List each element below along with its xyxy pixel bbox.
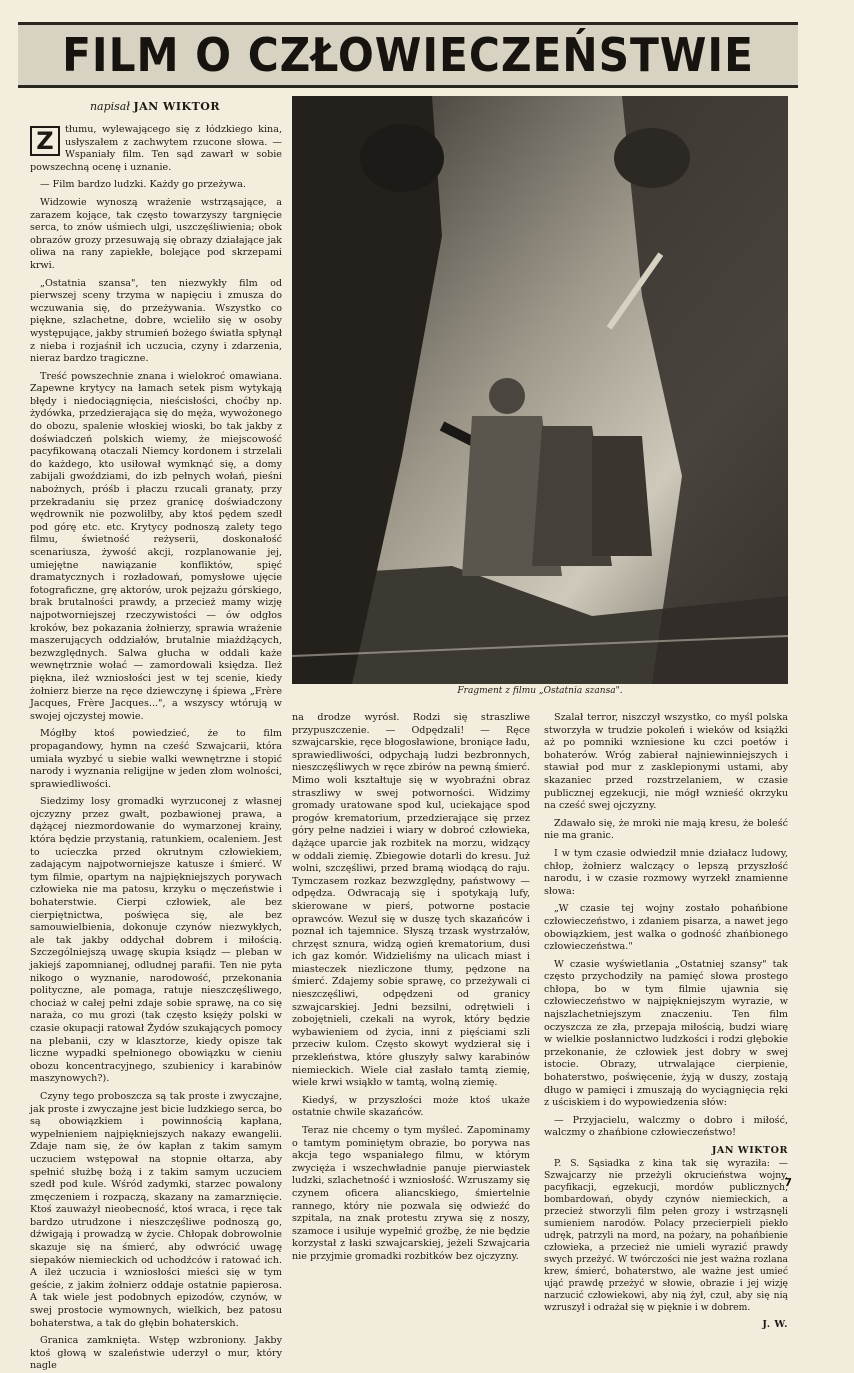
paragraph — [30, 124, 282, 174]
byline-prefix: napisał — [89, 100, 130, 113]
postscript: P. S. Sąsiadka z kina tak się wyraziła: — Szwajcarzy nie przeżyli okrucieństwa wojny, pacyfikacji, egzekucji, mordów publicznych, bombardowań, obydy czynów niemieckich, a przecież stworzyli film pełen grozy i wstrząsnęli sumieniem narodów. Polacy przecierpieli piekło udręk, patrzyli na mord, na pożary, na pohańbienie człowieka, a przecież nie umieli wyrazić prawdy swych przeżyć. W twórczości nie jest ważna rozlana krew, śmierć, bohaterstwo, ale ważne jest umieć ująć prawdę przeżyć w słowie, obrazie i jej wizję narzucić człowiekowi, aby nią żył, czuł, aby się nią wzruszył i odrażał się w pięknie i w dobrem. — [544, 1157, 788, 1313]
byline-author: JAN WIKTOR — [133, 100, 221, 113]
text-column-1 — [30, 124, 282, 1372]
initials-signature: J. W. — [762, 1318, 788, 1330]
paragraph: I w tym czasie odwiedził mnie działacz ludowy, chłop, żołnierz walczący o lepszą przyszłość narodu, i w czasie rozmowy wyrzekł znamienne słowa: — [544, 847, 788, 897]
paragraph: W czasie wyświetlania „Ostatniej szansy" tak często przychodziły na pamięć słowa prostego chłopa, bo w tym filmie ujawnia się człowieczeństwo w najpiękniejszym wyrazie, w najszlachetniejszym znaczeniu. Ten film oczyszcza ze zła, przepaja miłością, budzi wiarę w wielkie posłannictwo ludzkości i rodzi głębokie przekonanie, że człowiek jest dobry w swej istocie. Obrazy, utrwalające cierpienie, bohaterstwo, poświęcenie, żyją w duszy, zostają długo w pamięci i zmuszają do wyciągnięcia ręki z uściskiem i do wypowiedzenia słów: — [544, 958, 788, 1109]
paragraph: — Film bardzo ludzki. Każdy go przeżywa. — [40, 179, 246, 191]
paragraph: Teraz nie chcemy o tym myśleć. Zapominamy o tamtym pominiętym obrazie, bo porywa nas akcja tego wspaniałego filmu, w którym zwycięża i wszechwładnie panuje pierwiastek ludzki, szlachetność i wzniosłość. Wzruszamy się czynem oficera aliancskiego, śmiertelnie rannego, który nie pozwala się odwieźć do szpitala, na znak protestu zrywa się z noszy, szamoce i usiłuje wypełnić groźbę, że nie będzie korzystał z łaski szwajcarskiej, jeżeli Szwajcaria nie przyjmie gromadki rozbitków bez ojczyzny. — [292, 1125, 530, 1262]
paragraph: Zdawało się, że mroki nie mają kresu, że boleść nie ma granic. — [544, 817, 788, 842]
film-still-photo — [292, 96, 788, 684]
paragraph: Siedzimy losy gromadki wyrzuconej z własnej ojczyzny przez gwałt, pozbawionej prawa, a dążącej niezmordowanie do wymarzonej krainy, która będzie przystanią, ratunkiem, ocaleniem. Jest to ucieczka przed okrutnym człowiekiem, zadającym najpotworniejsze katusze i śmierć. W tym filmie, opartym na najpiękniejszych porywach człowieka nie ma patosu, krzyku o męczeństwie i bohaterstwie. Cierpi człowiek, ale bez cierpiętnictwa, poświęca się, ale bez samouwielbienia, dokonuje czynów niezwykłych, ale tak jakby oddychał dobrem i miłością. Szczególniejszą uwagę skupia ksiądz — pleban w jakiejś zapomnianej, odludnej parafii. Ten nie pyta nikogo o wyznanie, narodowość, przekonania polityczne, ale pomaga, ratuje nieszczęśliwego, chociaż w całej pełni zdaje sobie sprawę, na co się naraża, co mu grozi (tak często księży polski w czasie okupacji ratował Żydów szukających pomocy na plebanii, czy w klasztorze, kiedy opisze tak liczne wypadki spełnionego obowiązku w cieniu obozu koncentracyjnego, szubienicy i karabinów maszynowych?). — [30, 796, 282, 1085]
author-signature: JAN WIKTOR — [711, 1145, 788, 1156]
paragraph-text: tłumu, wylewającego się z łódzkiego kina, usłyszałem z zachwytem rzucone słowa. — Wspaniały film. Ten sąd zawarł w sobie powszechną ocenę i uznanie. — [30, 124, 282, 173]
paragraph: Szalał terror, niszczył wszystko, co myśl polska stworzyła w trudzie pokoleń i wieków od książki aż po pomniki wzniesione ku czci poetów i bohaterów. Wróg zabierał najniewinniejszych i stawiał pod mur z zasklepionymi ustami, aby skazaniec przed rozstrzelaniem, w czasie publicznej egzekucji, nie mógł wznieść okrzyku na cześć swej ojczyzny. — [544, 712, 788, 812]
text-column-3 — [544, 712, 788, 1330]
paragraph: „Ostatnia szansa", ten niezwykły film od pierwszej sceny trzyma w napięciu i zmusza do wczuwania się, do przeżywania. Wszystko co piękne, szlachetne, dobre, wcieliło się w osoby występujące, jakby strumień bożego światła spłynął z nieba i rozjaśnił ich uczucia, czyny i zdarzenia, nieraz bardzo tragiczne. — [30, 277, 282, 365]
text-column-2 — [292, 712, 530, 1262]
paragraph: Czyny tego proboszcza są tak proste i zwyczajne, jak proste i zwyczajne jest bicie ludzkiego serca, bo są obowiązkiem i powinnością kapłana, wypełnieniem najpiękniejszych nakazy ewangelii. Zdaje nam się, że ów kapłan z takim samym uczuciem wstępował na stopnie ołtarza, aby spełnić służbę bożą i z takim samym uczuciem szedł pod kule. Wśród zadymki, starzec powalony zmęczeniem i rozpaczą, skazany na zamarznięcie. Ktoś zauważył nieobecność, ktoś wraca, i ręce tak bardzo utrudzone i nieszczęśliwe podnoszą go, dźwigają i prowadzą w życie. Chłopak dobrowolnie skazuje się na śmierć, aby odwrócić uwagę siepaków niemieckich od uchodźców i ratować ich. A ileż uczucia i wzniosłości mieści się w tym geście, z jakim żołnierz oddaje ostatnie papierosa. A tak wiele jest podobnych epizodów, czynów, w swej prostocie wymownych, wielkich, bez patosu bohaterstwa, a tak do głębin bohaterskich. — [30, 1090, 282, 1329]
paragraph: — Przyjacielu, walczmy o dobro i miłość, walczmy o zhańbione człowieczeństwo! — [544, 1114, 788, 1139]
paragraph: Widzowie wynoszą wrażenie wstrząsające, a zarazem kojące, tak często towarzyszy targnięcie serca, to znów uśmiech ulgi, uszczęśliwienia; obok obrazów grozy przesuwają się obrazy działające jak oliwa na rany zapiekłe, bolejące pod skrzepami krwi. — [30, 196, 282, 271]
paragraph: na drodze wyrósł. Rodzi się straszliwe przypuszczenie. — Odpędzali! — Ręce szwajcarskie, ręce błogosławione, broniące ładu, sprawiedliwości, odpychają ludzi bezbronnych, nieszczęśliwych w ręce zbirów na pewną śmierć. Mimo woli kształtuje się w wyobraźni obraz straszliwy w swej potworności. Widzimy gromady uratowane spod kul, uciekające spod progów krematorium, przedzierające się przez góry pełne nadziei i wiary w dobroć człowieka, dążące uparcie jak rozbitek na morzu, widzący w oddali ziemię. Zbiegowie dotarli do kresu. Już wolni, szczęśliwi, przed bramą wiodącą do raju. Tymczasem rozkaz bezwzględny, państwowy — odpędza. Odwracają się i spotykają lufy, skierowane w pierś, potworne postacie oprawców. Wezuł się w duszę tych skazańców i poznał ich tajemnice. Słyszą trzask wystrzałów, chrzęst sznura, widzą ogień krematorium, dusi ich gaz komór. Widzieliśmy na ulicach miast i miasteczek niezliczone tłumy, pędzone na śmierć. Zdajemy sobie sprawę, co przeżywali ci nieszczęśliwi, odpędzeni od granicy szwajcarskiej. Jedni bezsilni, odrętwieli i zobojętnieli, czekali na wyrok, który będzie wybawieniem od życia, inni z pięściami szli przeciw kulom. Często skowyt wydzierał się i przekleństwa, które głuszyły salwy karabinów niemieckich. Wiele ciał zasłało tamtą ziemię, wiele krwi wsiąkło w tamtą, wolną ziemię. — [292, 712, 530, 1089]
paragraph: „W czasie tej wojny zostało pohańbione człowieczeństwo, i zdaniem pisarza, a nawet jego obowiązkiem, jest walka o godność zhańbionego człowieczeństwa." — [544, 903, 788, 953]
photo-caption: Fragment z filmu „Ostatnia szansa". — [457, 686, 623, 696]
page-title: FILM O CZŁOWIECZEŃSTWIE — [62, 28, 754, 82]
film-still-illustration — [292, 96, 788, 684]
paragraph: Treść powszechnie znana i wielokroć omawiana. Zapewne krytycy na łamach setek pism wytykają błędy i niedociągnięcia, nieścisłości, choćby np. żydówka, przedzierająca się do męża, wywożonego do obozu, spalenie włoskiej wioski, bo tak jakby z doświadczeń polskich wiemy, że miejscowość pacyfikowaną otaczali Niemcy kordonem i strzelali do każdego, kto usiłował wymknąć się, a domy zabijali gwoździami, do izb pełnych wołań, pieśni nabożnych, próśb i płaczu rzucali granaty, przy przekradaniu się przez granicę doświadczony wędrownik nie pozwoliłby, aby ktoś pędem szedł pod górę etc. etc. Krytycy podnoszą zalety tego filmu, świetność reżyserii, doskonałość scenariusza, żywość akcji, rozplanowanie jej, umiejętne nawiązanie konfliktów, spięć dramatycznych i rozładowań, pomysłowe ujęcie fotograficzne, grę aktorów, urok pejzażu górskiego, brak brutalności prawdy, a przecież mamy wizję najpotworniejszej rzeczywistości — ów odgłos kroków, bez pokazania żołnierzy, sprawia wrażenie maszerujących oddziałów, brutalnie miażdżących, bezwzględnych. Salwa głucha w oddali każe wewnętrznie wołać — zamordowali księdza. Ileż piękna, ileż wzniosłości jest w tej scenie, kiedy żołnierz bierze na ręce dziewczynę i śpiewa „Frère Jacques, Frère Jacques...", a wszyscy wtórują w swojej ojczystej mowie. — [30, 370, 282, 722]
title-banner — [18, 22, 798, 88]
paragraph: Granica zamknięta. Wstęp wzbroniony. Jakby ktoś głową w szaleństwie uderzył o mur, który nagle — [30, 1335, 282, 1372]
page-number: 7 — [784, 1176, 792, 1189]
byline — [30, 100, 280, 113]
drop-cap: Z — [30, 126, 60, 156]
paragraph: Mógłby ktoś powiedzieć, że to film propagandowy, hymn na cześć Szwajcarii, która umiała wyzbyć u siebie walki wewnętrzne i stopić narody i wyznania religijne w jeden złom wolności, sprawiedliwości. — [30, 728, 282, 790]
paragraph: Kiedyś, w przyszłości może ktoś ukaże ostatnie chwile skazańców. — [292, 1094, 530, 1119]
